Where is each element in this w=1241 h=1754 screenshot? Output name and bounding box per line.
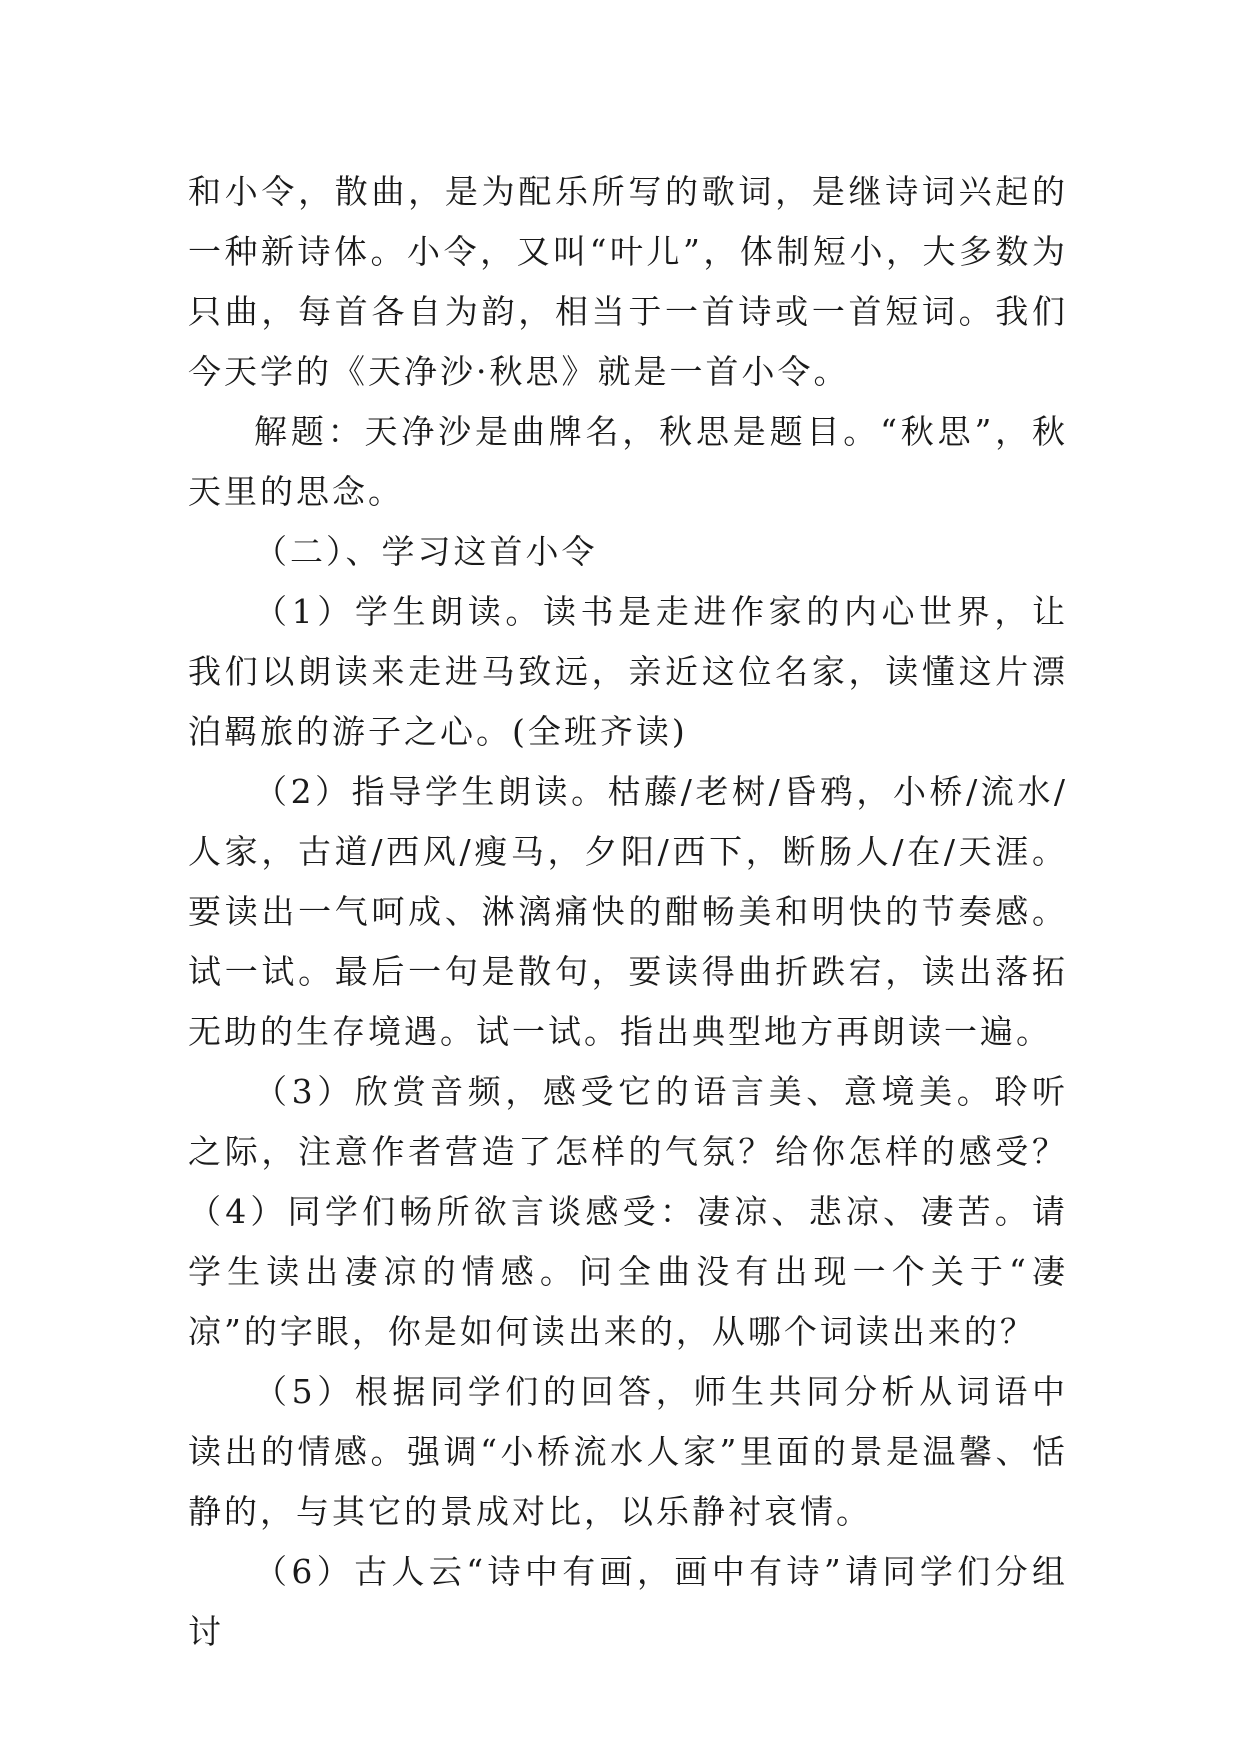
paragraph-step-2: （2）指导学生朗读。枯藤/老树/昏鸦，小桥/流水/人家，古道/西风/瘦马，夕阳/西下，断肠人/在/天涯。要读出一气呵成、淋漓痛快的酣畅美和明快的节奏感。试一试。最后一句是散句，要读得曲折跌宕，读出落拓无助的生存境遇。试一试。指出典型地方再朗读一遍。: [188, 772, 1068, 1051]
paragraph-step-1: （1）学生朗读。读书是走进作家的内心世界，让我们以朗读来走进马致远，亲近这位名家，读懂这片漂泊羁旅的游子之心。(全班齐读): [188, 592, 1068, 751]
document-body: [188, 162, 1068, 1662]
paragraph-title-explanation: 解题：天净沙是曲牌名，秋思是题目。“秋思”，秋天里的思念。: [188, 412, 1068, 511]
paragraph-step-5: （5）根据同学们的回答，师生共同分析从词语中读出的情感。强调“小桥流水人家”里面的景是温馨、恬静的，与其它的景成对比，以乐静衬哀情。: [188, 1372, 1068, 1531]
paragraph-intro: 和小令，散曲，是为配乐所写的歌词，是继诗词兴起的一种新诗体。小令，又叫“叶儿”，体制短小，大多数为只曲，每首各自为韵，相当于一首诗或一首短词。我们今天学的《天净沙·秋思》就是一首小令。: [188, 172, 1068, 391]
paragraph-step-6: （6）古人云“诗中有画，画中有诗”请同学们分组讨: [188, 1552, 1068, 1651]
paragraph-step-3: （3）欣赏音频，感受它的语言美、意境美。聆听之际，注意作者营造了怎样的气氛？给你怎样的感受？（4）同学们畅所欲言谈感受：凄凉、悲凉、凄苦。请学生读出凄凉的情感。问全曲没有出现一个关于“凄凉”的字眼，你是如何读出来的，从哪个词读出来的？: [188, 1072, 1068, 1351]
section-heading: （二）、学习这首小令: [254, 532, 598, 571]
